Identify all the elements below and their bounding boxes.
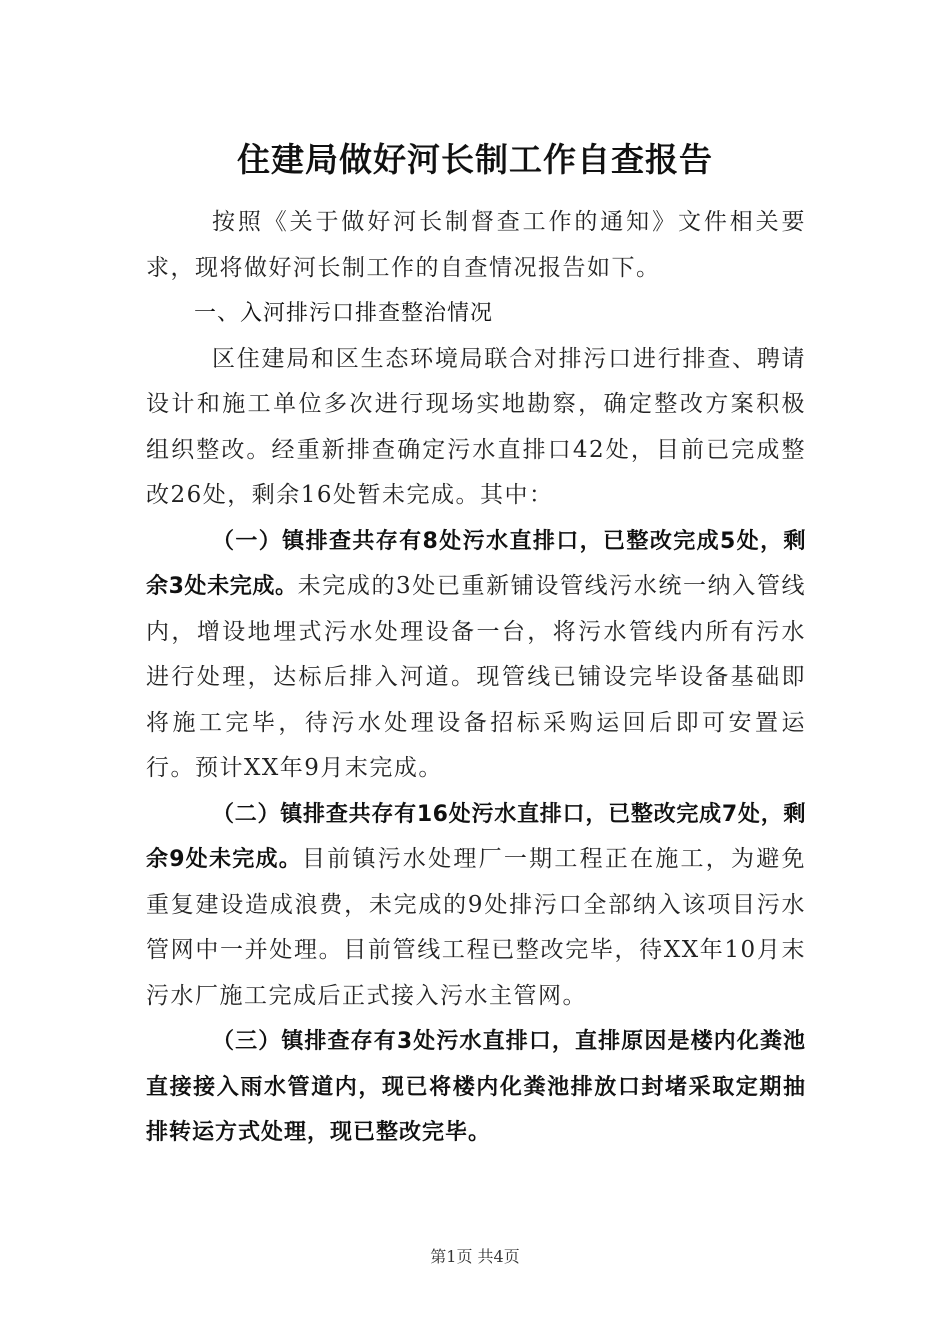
item-1-bold-text: （一）镇排查共存有8处污水直排口，已整改完成5处，剩余3处未完成。	[146, 528, 806, 599]
section-1-paragraph: 区住建局和区生态环境局联合对排污口进行排查、聘请设计和施工单位多次进行现场实地勘察，确定整改方案积极组织整改。经重新排查确定污水直排口42处，目前已完成整改26处，剩余16处暂未完成。其中：	[146, 345, 806, 508]
item-2-text: 目前镇污水处理厂一期工程正在施工，为避免重复建设造成浪费，未完成的9处排污口全部纳入该项目污水管网中一并处理。目前管线工程已整改完毕，待XX年10月末污水厂施工完成后正式接入污水主管网。	[146, 846, 807, 1009]
intro-paragraph: 按照《关于做好河长制督查工作的通知》文件相关要求，现将做好河长制工作的自查情况报告如下。	[146, 209, 806, 281]
item-1-text: 未完成的3处已重新铺设管线污水统一纳入管线内，增设地埋式污水处理设备一台，将污水管线内所有污水进行处理，达标后排入河道。现管线已铺设完毕设备基础即将施工完毕，待污水处理设备招标采购运回后即可安置运行。预计XX年9月末完成。	[146, 573, 806, 781]
section-1-heading: 一、入河排污口排查整治情况	[194, 301, 494, 326]
page-number: 第1页 共4页	[430, 1247, 520, 1266]
document-title: 住建局做好河长制工作自查报告	[237, 140, 713, 179]
item-1-paragraph	[146, 519, 806, 792]
item-2-paragraph	[146, 792, 806, 1020]
item-2-bold-text: （二）镇排查共存有16处污水直排口，已整改完成7处，剩余9处未完成。	[146, 801, 806, 872]
item-3-paragraph: （三）镇排查存有3处污水直排口，直排原因是楼内化粪池直接接入雨水管道内，现已将楼内化粪池排放口封堵采取定期抽排转运方式处理，现已整改完毕。	[146, 1029, 806, 1145]
document-body	[146, 200, 806, 1156]
